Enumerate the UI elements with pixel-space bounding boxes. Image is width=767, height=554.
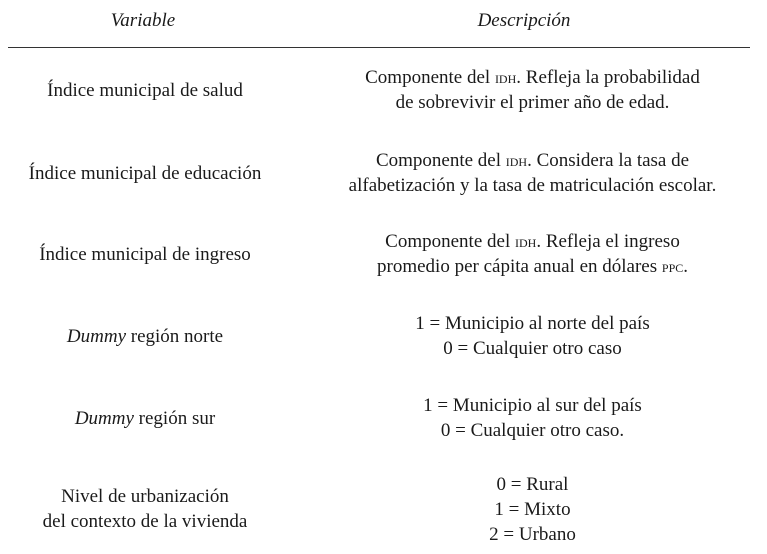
variable-text: del contexto de la vivienda [42, 511, 248, 532]
variable-cell [0, 145, 290, 201]
description-cell [298, 390, 767, 446]
table-row [0, 390, 767, 446]
variable-cell [0, 470, 290, 548]
acronym-text: ppc [661, 257, 684, 276]
description-cell [298, 470, 767, 548]
description-line: Componente del idh. Refleja la probabilidad [365, 67, 700, 88]
variable-text: Nivel de urbanización [61, 486, 229, 507]
variable-italic-text: Dummy [74, 407, 134, 429]
table-row [0, 145, 767, 201]
description-line: 2 = Urbano [489, 523, 576, 545]
description-cell [298, 145, 767, 201]
variable-cell [0, 62, 290, 118]
description-line: 0 = Cualquier otro caso. [440, 420, 625, 441]
description-line: Componente del idh. Refleja el ingreso [385, 231, 680, 252]
description-line: 1 = Municipio al sur del país [423, 395, 642, 416]
description-line: alfabetización y la tasa de matriculación escolar. [348, 175, 717, 196]
description-line: 1 = Mixto [494, 498, 571, 520]
variable-text: Índice municipal de salud [47, 79, 243, 101]
header-description: Descripción [477, 10, 571, 31]
description-line: 1 = Municipio al norte del país [415, 313, 650, 334]
table-row [0, 62, 767, 118]
header-variable: Variable [110, 10, 176, 31]
description-line: promedio per cápita anual en dólares ppc. [377, 256, 688, 277]
variable-cell [0, 308, 290, 364]
description-line: 0 = Rural [496, 473, 569, 495]
acronym-text: idh [494, 68, 517, 87]
table-header [8, 0, 750, 48]
acronym-text: idh [514, 232, 537, 251]
variable-text: Índice municipal de educación [28, 162, 262, 184]
table-row [0, 226, 767, 282]
description-cell [298, 62, 767, 118]
description-cell [298, 308, 767, 364]
variable-text: Índice municipal de ingreso [39, 243, 251, 265]
variable-cell [0, 226, 290, 282]
description-line: 0 = Cualquier otro caso [443, 338, 622, 359]
table-row [0, 308, 767, 364]
variable-italic-text: Dummy [66, 325, 127, 347]
table-row [0, 470, 767, 548]
variable-cell [0, 390, 290, 446]
acronym-text: idh [505, 151, 528, 170]
description-line: de sobrevivir el primer año de edad. [395, 92, 670, 113]
description-cell [298, 226, 767, 282]
variable-text: región sur [133, 407, 216, 429]
description-line: Componente del idh. Considera la tasa de [375, 150, 690, 171]
variable-text: región norte [126, 325, 224, 347]
